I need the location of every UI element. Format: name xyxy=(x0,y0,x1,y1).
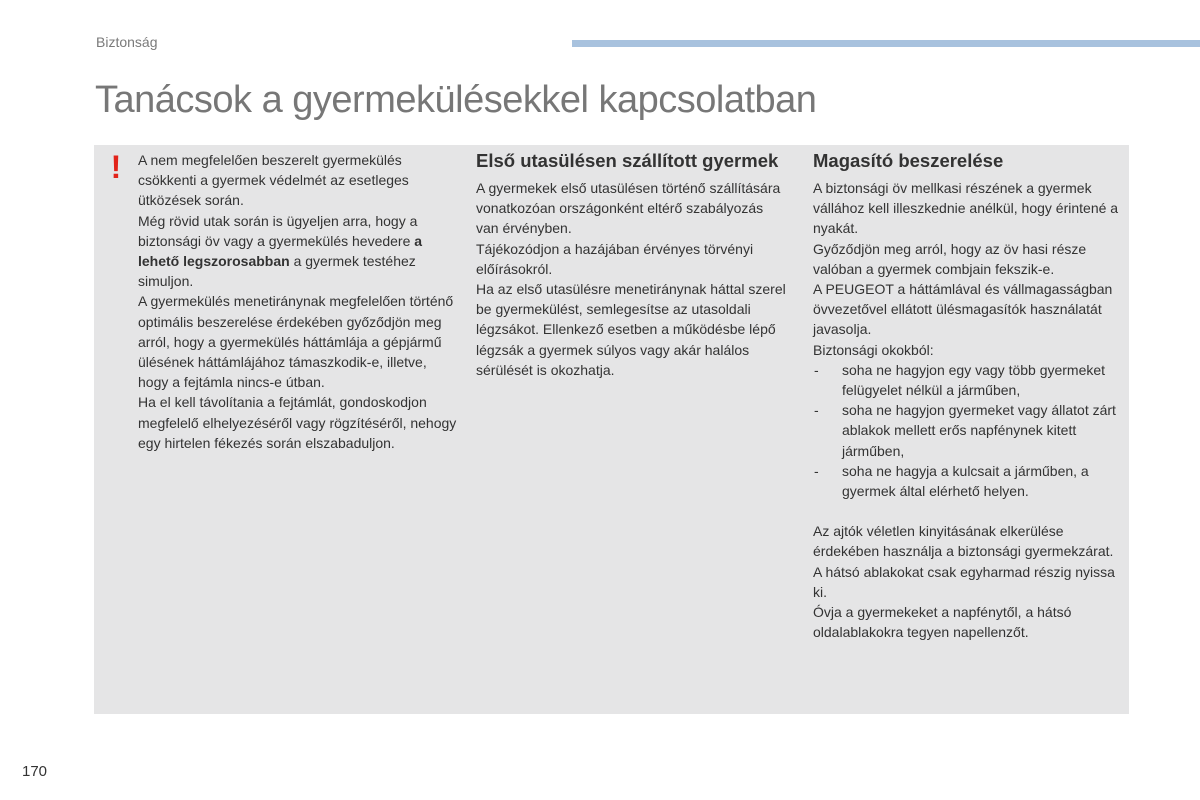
front-seat-heading: Első utasülésen szállított gyermek xyxy=(476,150,779,171)
bullet-item: - soha ne hagyjon egy vagy több gyermeket felügyelet nélkül a járműben, xyxy=(814,361,1106,399)
front-seat-paragraph: A gyermekek első utasülésen történő szállítására vonatkozóan országonként eltérő szabályozás van érvényben. xyxy=(476,180,781,237)
warning-paragraph: Ha el kell távolítania a fejtámlát, gondoskodjon megfelelő elhelyezéséről vagy rögzítéséről, nehogy egy hirtelen fékezés során elszabaduljon. xyxy=(138,394,457,451)
warning-paragraph: A nem megfelelően beszerelt gyermekülés csökkenti a gyermek védelmét az esetleges ütközések során. xyxy=(138,152,409,209)
front-seat-paragraph: Tájékozódjon a hazájában érvényes törvényi előírásokról. xyxy=(476,240,754,277)
safety-bullet-list xyxy=(813,360,1128,501)
section-label: Biztonság xyxy=(96,34,158,50)
booster-paragraph: A PEUGEOT a háttámlával és vállmagasságban övvezetővel ellátott ülésmagasítók használatát javasolja. xyxy=(813,281,1113,338)
booster-paragraph: Az ajtók véletlen kinyitásának elkerülése érdekében használja a biztonsági gyermekzárat. xyxy=(813,523,1114,560)
warning-paragraph-emphasis: Még rövid utak során is ügyeljen arra, hogy a biztonsági öv vagy a gyermekülés hevedere a lehető legszorosabban a gyermek testéhez simuljon. xyxy=(138,212,423,290)
bullet-marker: - xyxy=(814,402,819,419)
header-accent-bar xyxy=(572,40,1200,47)
booster-paragraph: Biztonsági okokból: xyxy=(813,341,934,358)
page-title: Tanácsok a gyermekülésekkel kapcsolatban xyxy=(95,79,817,121)
booster-paragraph: Győződjön meg arról, hogy az öv hasi része valóban a gyermek combjain fekszik-e. xyxy=(813,240,1087,277)
bullet-marker: - xyxy=(814,361,819,378)
booster-paragraph: A hátsó ablakokat csak egyharmad részig nyissa ki. xyxy=(813,563,1115,600)
warning-column xyxy=(138,150,458,453)
booster-paragraph: Óvja a gyermekeket a napfénytől, a hátsó oldalablakokra tegyen napellenzőt. xyxy=(813,604,1072,641)
warning-paragraph: A gyermekülés menetiránynak megfelelően történő optimális beszerelése érdekében győződjön meg arról, hogy a gyermekülés háttámlája a gépjármű ülésének háttámlájához támaszkodik-e, illetve, hogy a fejtámla nincs-e útban. xyxy=(138,293,454,391)
front-seat-paragraph: Ha az első utasülésre menetiránynak háttal szerel be gyermekülést, semlegesítse az utasoldali légzsákot. Ellenkező esetben a működésbe lépő légzsák a gyermek súlyos vagy akár halálos sérülését is okozhatja. xyxy=(476,281,786,378)
booster-heading: Magasító beszerelése xyxy=(813,150,1004,171)
warning-icon: ! xyxy=(110,149,122,185)
front-seat-column xyxy=(476,150,786,380)
booster-column xyxy=(813,150,1128,642)
bullet-marker: - xyxy=(814,462,819,479)
paragraph-spacer xyxy=(813,501,1128,521)
bullet-item: - soha ne hagyja a kulcsait a járműben, a gyermek által elérhető helyen. xyxy=(814,462,1089,500)
bullet-item: - soha ne hagyjon gyermeket vagy állatot zárt ablakok mellett erős napfénynek kitett járműben, xyxy=(814,402,1116,459)
emphasis-text: a lehető legszorosabban xyxy=(138,232,423,270)
page-number: 170 xyxy=(22,763,48,780)
booster-paragraph: A biztonsági öv mellkasi részének a gyermek vállához kell illeszkednie anélkül, hogy érintené a nyakát. xyxy=(813,180,1119,237)
